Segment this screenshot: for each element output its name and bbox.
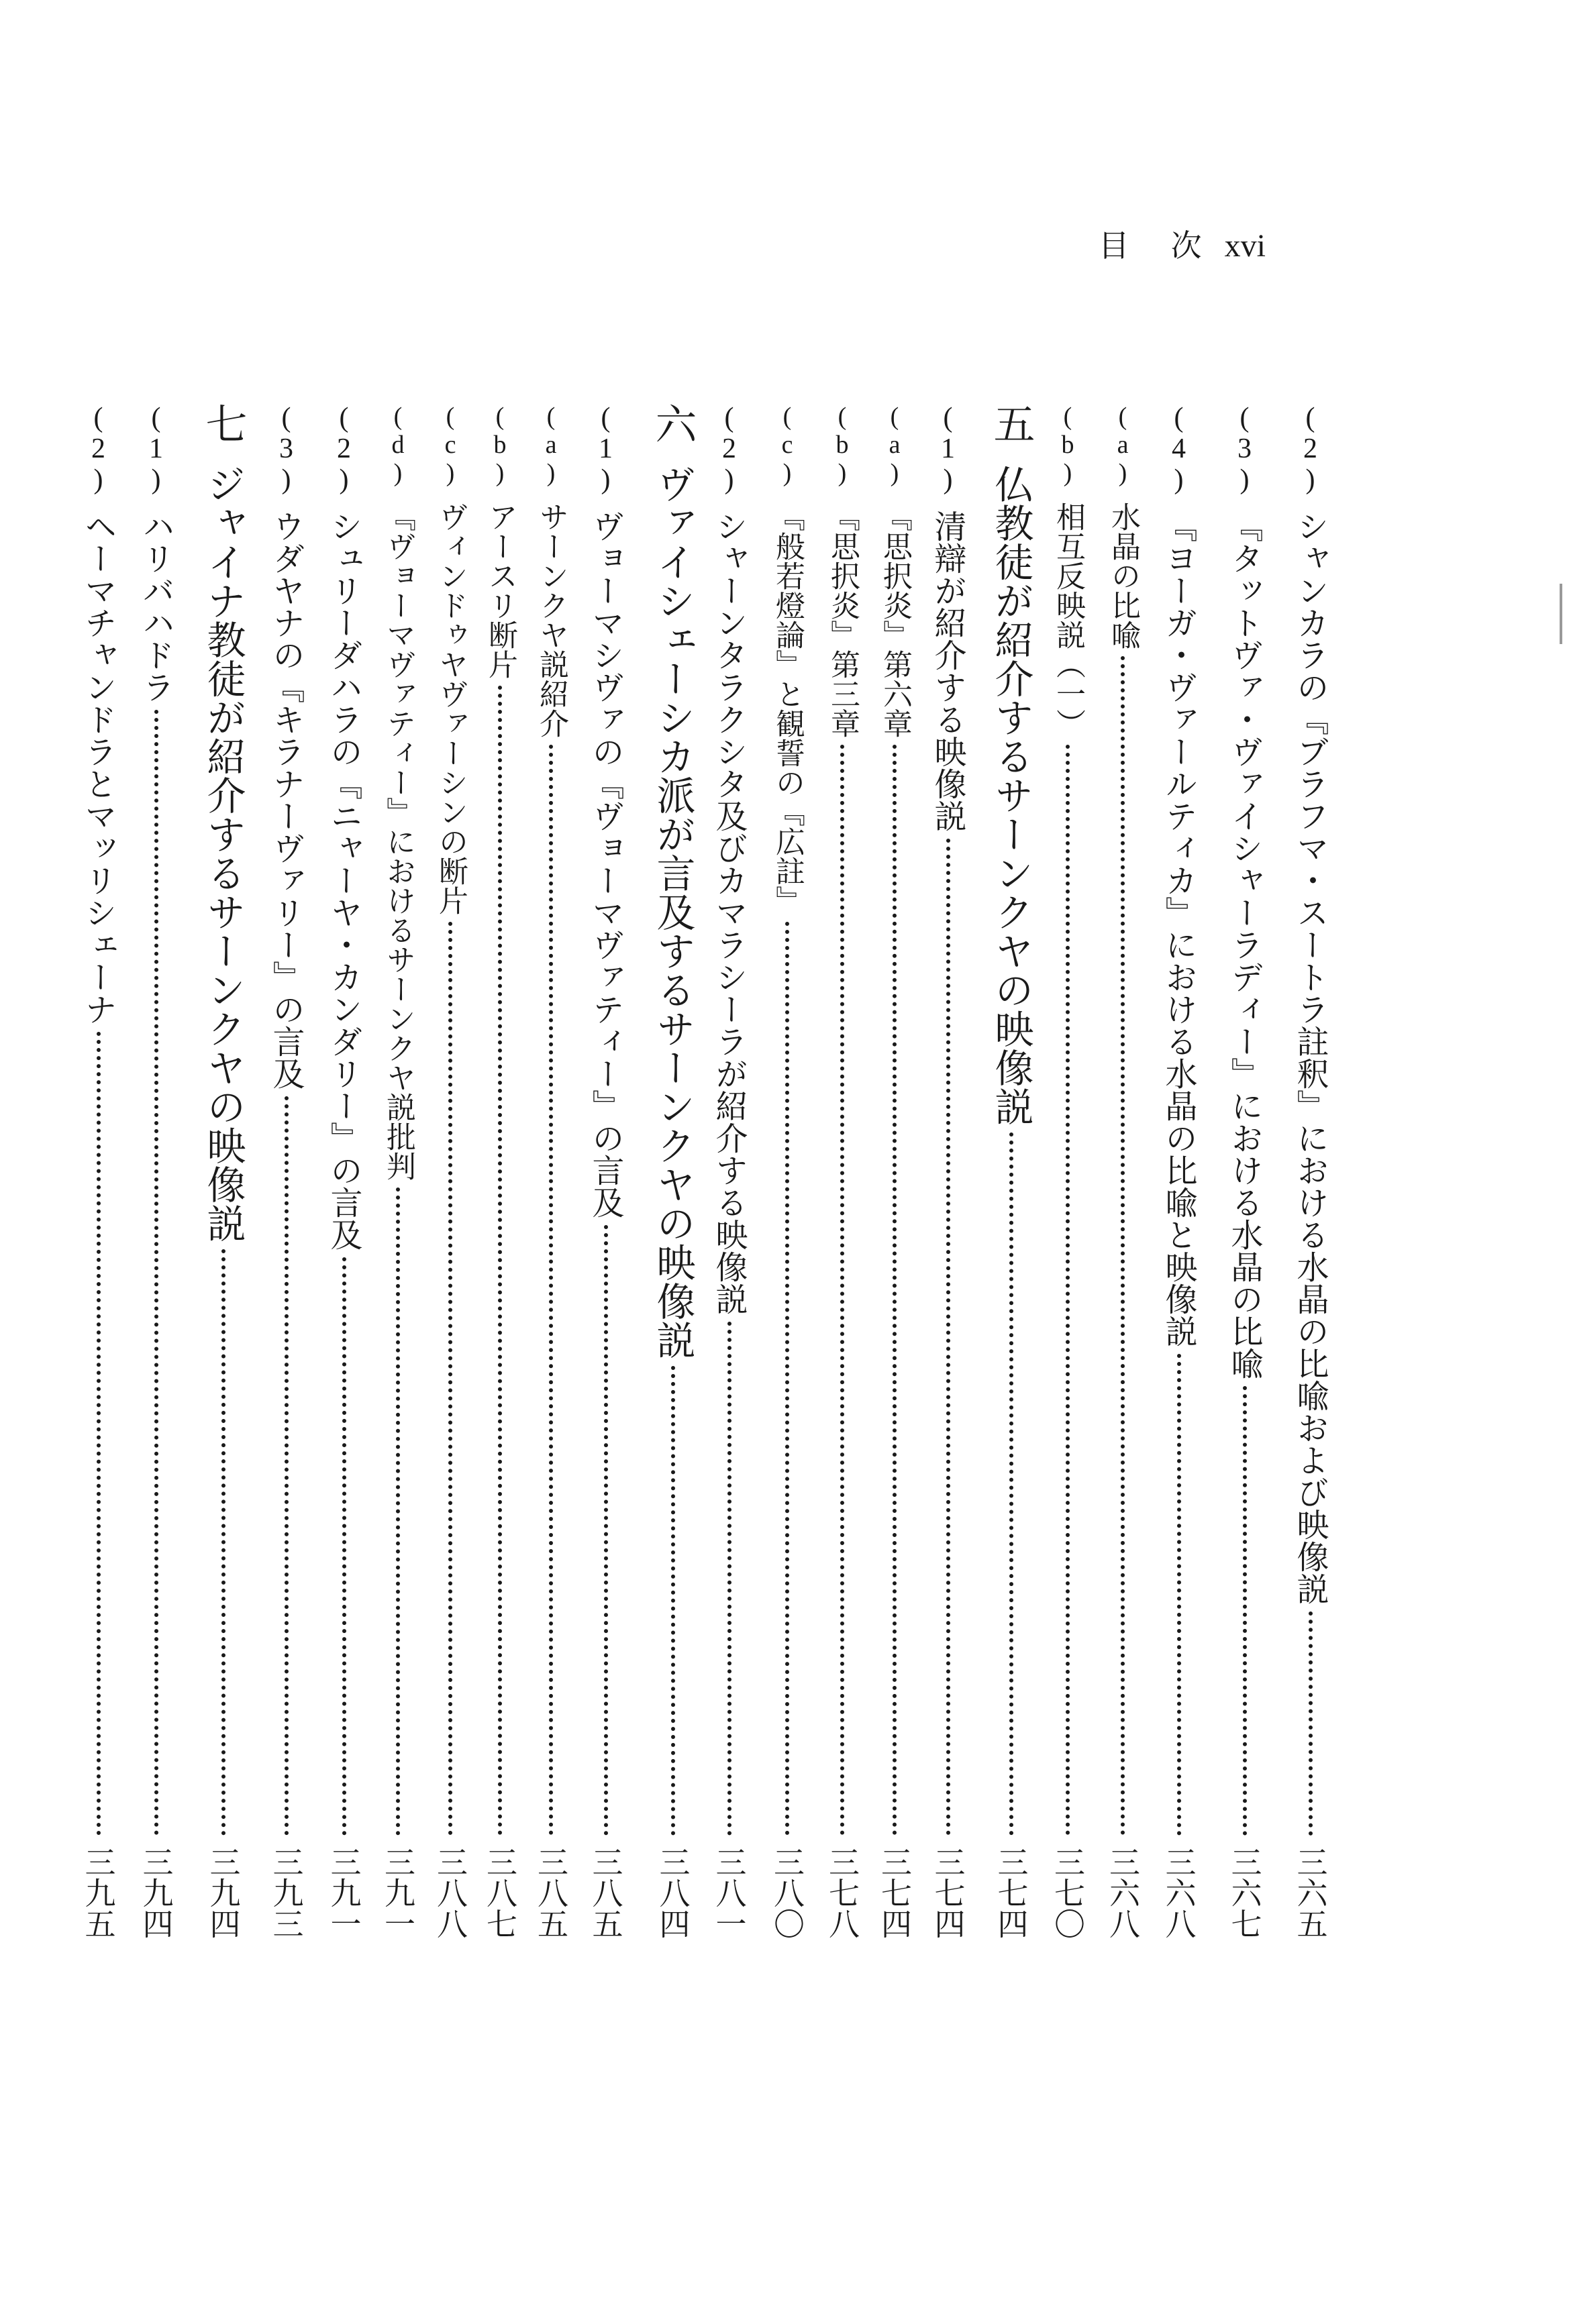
toc-entry-number: 七	[199, 403, 248, 444]
toc-entry-number: (d)	[384, 403, 412, 487]
toc-entry-number: (2)	[1295, 403, 1326, 495]
toc-entry-number: (b)	[486, 403, 514, 487]
dot-leader	[1177, 1354, 1181, 1836]
dot-leader	[727, 1322, 731, 1836]
dot-leader	[396, 1187, 400, 1836]
toc-entry-number: (3)	[1229, 403, 1260, 495]
toc-entry-title: 清辯が紹介する映像説	[929, 510, 966, 832]
toc-entry	[820, 403, 864, 1939]
toc-entry-page: 三八七	[482, 1846, 518, 1939]
toc-entry	[428, 403, 472, 1939]
toc-entry-number: (a)	[1109, 403, 1137, 487]
toc-entry-title: シュリーダハラの『ニャーヤ・カンダリー』の言及	[325, 510, 362, 1251]
toc-entry-number: (a)	[537, 403, 565, 487]
toc-entry-number: (1)	[590, 403, 621, 495]
dot-leader	[154, 710, 158, 1836]
toc-entry-title: ジャイナ教徒が紹介するサーンクヤの映像説	[200, 464, 246, 1243]
dot-leader	[840, 745, 844, 1836]
toc-entry	[643, 403, 703, 1939]
toc-entry-page: 三六七	[1226, 1846, 1263, 1939]
toc-entry-page: 三七四	[929, 1846, 966, 1939]
toc-entry-title: ヴァイシェーシカ派が言及するサーンクヤの映像説	[650, 464, 696, 1359]
toc-entry-number: (c)	[436, 403, 464, 487]
toc-entry-page: 三九一	[380, 1846, 416, 1939]
dot-leader	[1121, 656, 1125, 1836]
toc-entry	[583, 403, 629, 1939]
scan-edge-mark	[1560, 584, 1562, 644]
dot-leader	[498, 686, 502, 1836]
toc-entry	[1156, 403, 1202, 1939]
toc-entry	[263, 403, 309, 1939]
toc-entry-title: 『思択炎』第六章	[878, 502, 912, 738]
toc-entry	[1046, 403, 1090, 1939]
toc-entry	[478, 403, 522, 1939]
toc-entry-number: (2)	[328, 403, 360, 495]
dot-leader	[1066, 745, 1070, 1836]
toc-entry-page: 三九一	[325, 1846, 362, 1939]
dot-leader	[604, 1225, 608, 1836]
toc-entry-page: 三九四	[138, 1846, 174, 1939]
toc-entry-title: 『般若燈論』と観誓の『広註』	[770, 502, 805, 915]
toc-entry	[529, 403, 573, 1939]
toc-entry-title: ハリバハドラ	[137, 510, 174, 703]
dot-leader	[1243, 1386, 1247, 1836]
toc-entry-page: 三八〇	[769, 1846, 805, 1939]
dot-leader	[342, 1257, 346, 1836]
toc-entry-page: 三八一	[711, 1846, 748, 1939]
toc-entry-number: (3)	[270, 403, 302, 495]
toc-entry-number: (4)	[1163, 403, 1195, 495]
dot-leader	[1309, 1612, 1313, 1836]
dot-leader	[285, 1096, 289, 1836]
toc-entry-number: (c)	[773, 403, 801, 487]
toc-entry-page: 三七八	[824, 1846, 860, 1939]
page-folio: xvi	[1224, 228, 1266, 264]
toc-entry-title: 『ヴョーマヴァティー』におけるサーンクヤ説批判	[381, 502, 415, 1181]
toc-entry-title: シャーンタラクシタ及びカマラシーラが紹介する映像説	[710, 510, 748, 1315]
toc-entry	[765, 403, 809, 1939]
dot-leader	[97, 1032, 101, 1836]
toc-entry-number: 五	[986, 403, 1035, 444]
toc-entry-number: (1)	[140, 403, 172, 495]
toc-entry-number: (2)	[83, 403, 114, 495]
toc-entry-page: 三八五	[533, 1846, 569, 1939]
dot-leader	[448, 922, 452, 1836]
toc-entry	[75, 403, 121, 1939]
toc-entry	[925, 403, 971, 1939]
toc-entry	[376, 403, 420, 1939]
toc-entry-title: ヴィンドゥヤヴァーシンの断片	[434, 502, 468, 915]
toc-entry	[1287, 403, 1333, 1939]
toc-entry-page: 三七〇	[1050, 1846, 1086, 1939]
toc-entry-number: (b)	[1054, 403, 1082, 487]
toc-entry-title: アースリ断片	[483, 502, 517, 679]
toc-entry-title: サーンクヤ説紹介	[534, 502, 568, 738]
dot-leader	[549, 745, 553, 1836]
running-header	[1099, 221, 1266, 266]
toc-entry-page: 三八五	[587, 1846, 624, 1939]
toc-entry-title: 『タットヴァ・ヴァイシャーラディー』における水晶の比喩	[1225, 510, 1263, 1379]
toc-entry-title: 『ヨーガ・ヴァールティカ』における水晶の比喩と映像説	[1160, 510, 1197, 1347]
toc-entry	[1101, 403, 1145, 1939]
toc-entry	[706, 403, 752, 1939]
toc-entry-page: 三八八	[432, 1846, 468, 1939]
dot-leader	[785, 922, 789, 1836]
toc-entry	[321, 403, 367, 1939]
dot-leader	[671, 1366, 675, 1836]
toc-entry	[193, 403, 253, 1939]
toc-entry-title: 水晶の比喩	[1106, 502, 1140, 649]
toc-entry-title: 仏教徒が紹介するサーンクヤの映像説	[988, 464, 1034, 1126]
dot-leader	[893, 745, 897, 1836]
toc-entry-page: 三七四	[876, 1846, 913, 1939]
toc-entry	[872, 403, 917, 1939]
toc-entry-number: (a)	[880, 403, 909, 487]
toc-entry-page: 三九五	[80, 1846, 117, 1939]
toc-entry	[133, 403, 179, 1939]
toc-entry	[1221, 403, 1268, 1939]
toc-entry-page: 三六八	[1160, 1846, 1197, 1939]
dot-leader	[946, 839, 950, 1836]
dot-leader	[221, 1249, 225, 1836]
toc-entry-page: 三八四	[654, 1846, 691, 1939]
toc-entry-page: 三六五	[1292, 1846, 1329, 1939]
toc-entry-number: (2)	[713, 403, 745, 495]
toc-entry-number: (1)	[932, 403, 964, 495]
toc-entry-title: ウダヤナの『キラナーヴァリー』の言及	[267, 510, 305, 1090]
toc-entry-page: 三九四	[205, 1846, 242, 1939]
toc-entry-page: 三七四	[993, 1846, 1029, 1939]
toc-entry-page: 三九三	[268, 1846, 305, 1939]
toc-entry-number: 六	[648, 403, 697, 444]
toc-entry-title: 相互反映説（一）	[1051, 502, 1085, 738]
header-text-1: 目	[1098, 227, 1129, 264]
toc-entry-number: (b)	[828, 403, 856, 487]
toc-entry-title: ヘーマチャンドラとマッリシェーナ	[79, 510, 117, 1025]
toc-entry-title: シャンカラの『ブラフマ・スートラ註釈』における水晶の比喩および映像説	[1291, 510, 1329, 1605]
header-text-2: 次	[1170, 227, 1202, 264]
toc-entry-title: ヴョーマシヴァの『ヴョーマヴァティー』の言及	[587, 510, 624, 1218]
toc-entry-title: 『思択炎』第三章	[825, 502, 860, 738]
toc-entry-page: 三六八	[1105, 1846, 1141, 1939]
dot-leader	[1009, 1132, 1013, 1836]
toc-entry	[981, 403, 1041, 1939]
